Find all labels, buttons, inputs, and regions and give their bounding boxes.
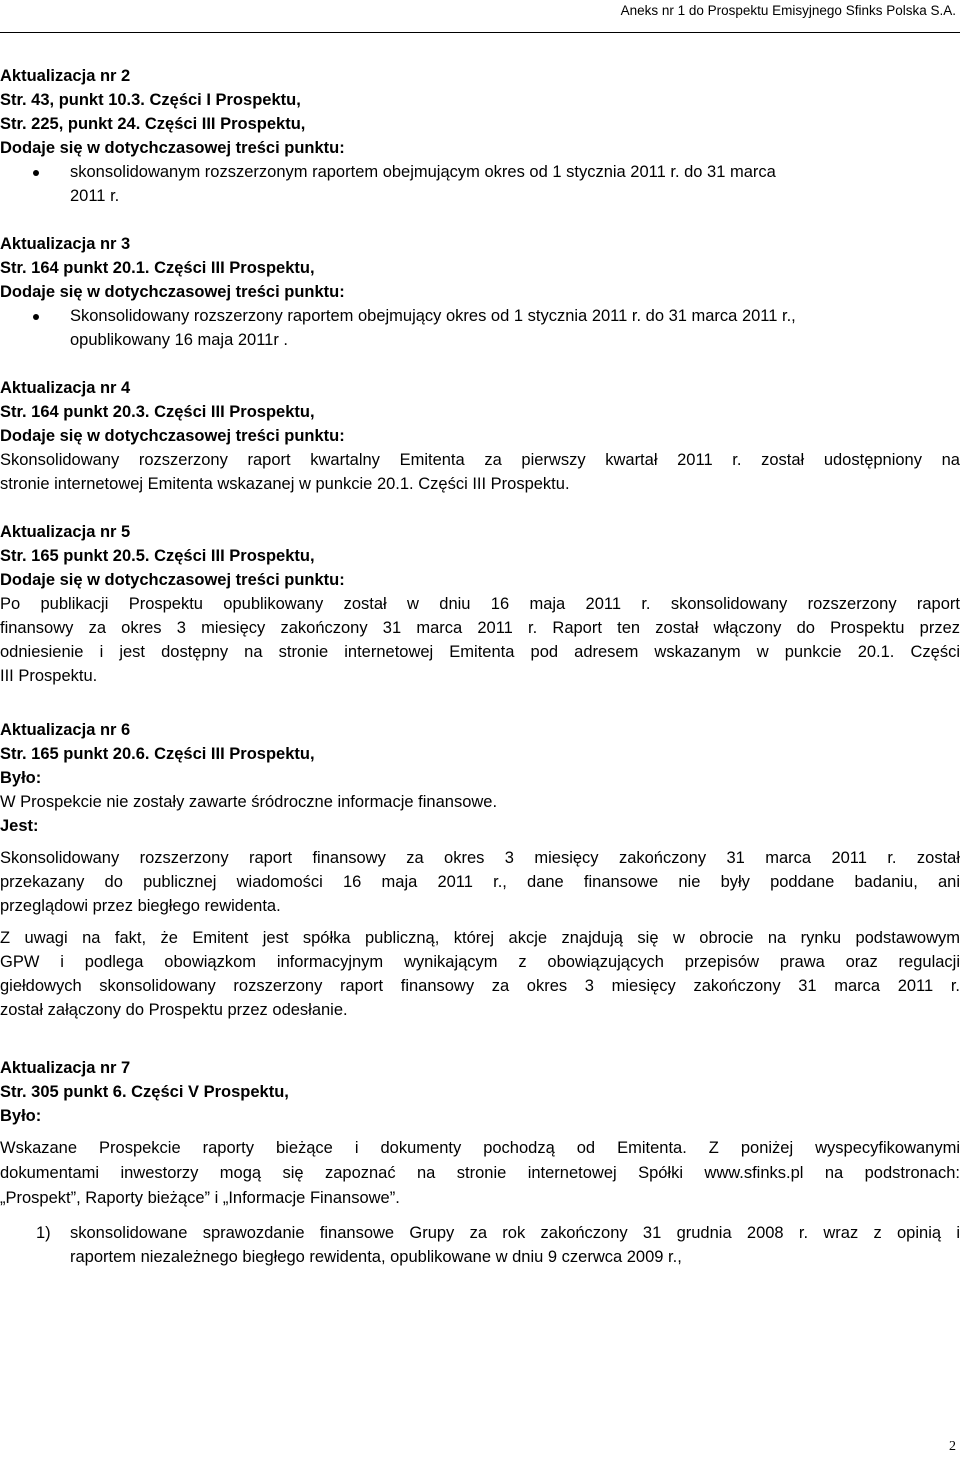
a2-ref1: Str. 43, punkt 10.3. Części I Prospektu, xyxy=(0,91,301,109)
a4-text-line2: stronie internetowej Emitenta wskazanej w punkcie 20.1. Części III Prospektu. xyxy=(0,475,570,493)
a6-was-text: W Prospekcie nie zostały zawarte śródroczne informacje finansowe. xyxy=(0,793,498,811)
a3-bullet-line2: opublikowany 16 maja 2011r . xyxy=(70,331,288,349)
a6-para-line3: giełdowych skonsolidowany rozszerzony raport finansowy za okres 3 miesięcy zakończony 31 marca 2011 r. xyxy=(0,977,960,995)
a7-list-item-number: 1) xyxy=(36,1224,51,1242)
a5-text-line1: Po publikacji Prospektu opublikowany został w dniu 16 maja 2011 r. skonsolidowany rozszerzony raport xyxy=(0,595,960,613)
a7-list-item-line2: raportem niezależnego biegłego rewidenta, opublikowane w dniu 9 czerwca 2009 r., xyxy=(70,1248,682,1266)
a3-bullet-line1: Skonsolidowany rozszerzony raportem obejmujący okres od 1 stycznia 2011 r. do 31 marca 2011 r., xyxy=(0,304,960,328)
a7-list-item-text: skonsolidowane sprawozdanie finansowe Grupy za rok zakończony 31 grudnia 2008 r. wraz z opinią i xyxy=(70,1224,960,1242)
a2-title: Aktualizacja nr 2 xyxy=(0,67,131,85)
a5-text-line3: odniesienie i jest dostępny na stronie internetowej Emitenta pod adresem wskazanym w punkcie 20.1. Części xyxy=(0,643,960,661)
a5-ref: Str. 165 punkt 20.5. Części III Prospektu, xyxy=(0,547,315,565)
a6-is-label: Jest: xyxy=(0,817,39,835)
a3-title: Aktualizacja nr 3 xyxy=(0,235,131,253)
a4-text-line1: Skonsolidowany rozszerzony raport kwartalny Emitenta za pierwszy kwartał 2011 r. został udostępniony na xyxy=(0,451,960,469)
a7-ref: Str. 305 punkt 6. Części V Prospektu, xyxy=(0,1083,289,1101)
a6-is-line1: Skonsolidowany rozszerzony raport finansowy za okres 3 miesięcy zakończony 31 marca 2011 r. został xyxy=(0,849,960,867)
a5-intro: Dodaje się w dotychczasowej treści punktu: xyxy=(0,571,345,589)
a2-bullet-line2: 2011 r. xyxy=(70,187,120,205)
a3-ref: Str. 164 punkt 20.1. Części III Prospektu, xyxy=(0,259,315,277)
a6-ref: Str. 165 punkt 20.6. Części III Prospektu, xyxy=(0,745,315,763)
document-body xyxy=(0,64,960,1269)
a7-text-line3: „Prospekt”, Raporty bieżące” i „Informacje Finansowe”. xyxy=(0,1189,400,1207)
a2-intro: Dodaje się w dotychczasowej treści punktu: xyxy=(0,139,345,157)
a3-intro: Dodaje się w dotychczasowej treści punktu: xyxy=(0,283,345,301)
page-header xyxy=(0,0,960,33)
header-title: Aneks nr 1 do Prospektu Emisyjnego Sfinks Polska S.A. xyxy=(620,3,956,18)
a5-text-line2: finansowy za okres 3 miesięcy zakończony 31 marca 2011 r. Raport ten został włączony do Prospektu przez xyxy=(0,619,960,637)
a7-title: Aktualizacja nr 7 xyxy=(0,1059,131,1077)
a6-was-label: Było: xyxy=(0,769,42,787)
a6-para-line4: został załączony do Prospektu przez odesłanie. xyxy=(0,1001,348,1019)
a5-text-line4: III Prospektu. xyxy=(0,667,98,685)
a7-list-item-line1 xyxy=(0,1221,960,1245)
a6-is-line2: przekazany do publicznej wiadomości 16 maja 2011 r., dane finansowe nie były poddane badaniu, ani xyxy=(0,873,960,891)
a4-intro: Dodaje się w dotychczasowej treści punktu: xyxy=(0,427,345,445)
a6-para-line1: Z uwagi na fakt, że Emitent jest spółka publiczną, której akcje znajdują się w obrocie na rynku podstawowym xyxy=(0,929,960,947)
a7-text-line1: Wskazane Prospekcie raporty bieżące i dokumenty pochodzą od Emitenta. Z poniżej wyspecyfikowanymi xyxy=(0,1139,960,1157)
a6-para-line2: GPW i podlega obowiązkom informacyjnym wynikającym z obowiązujących przepisów prawa oraz regulacji xyxy=(0,953,960,971)
a7-was-label: Było: xyxy=(0,1107,42,1125)
a6-title: Aktualizacja nr 6 xyxy=(0,721,131,739)
page-number: 2 xyxy=(949,1439,956,1454)
a6-is-line3: przeglądowi przez biegłego rewidenta. xyxy=(0,897,281,915)
a2-bullet-line1: skonsolidowanym rozszerzonym raportem obejmującym okres od 1 stycznia 2011 r. do 31 marca xyxy=(0,160,960,184)
a4-title: Aktualizacja nr 4 xyxy=(0,379,131,397)
a5-title: Aktualizacja nr 5 xyxy=(0,523,131,541)
a4-ref: Str. 164 punkt 20.3. Części III Prospektu, xyxy=(0,403,315,421)
a2-ref2: Str. 225, punkt 24. Części III Prospektu, xyxy=(0,115,306,133)
a7-text-line2: dokumentami inwestorzy mogą się zapoznać na stronie internetowej Spółki www.sfinks.pl na podstronach: xyxy=(0,1164,960,1182)
